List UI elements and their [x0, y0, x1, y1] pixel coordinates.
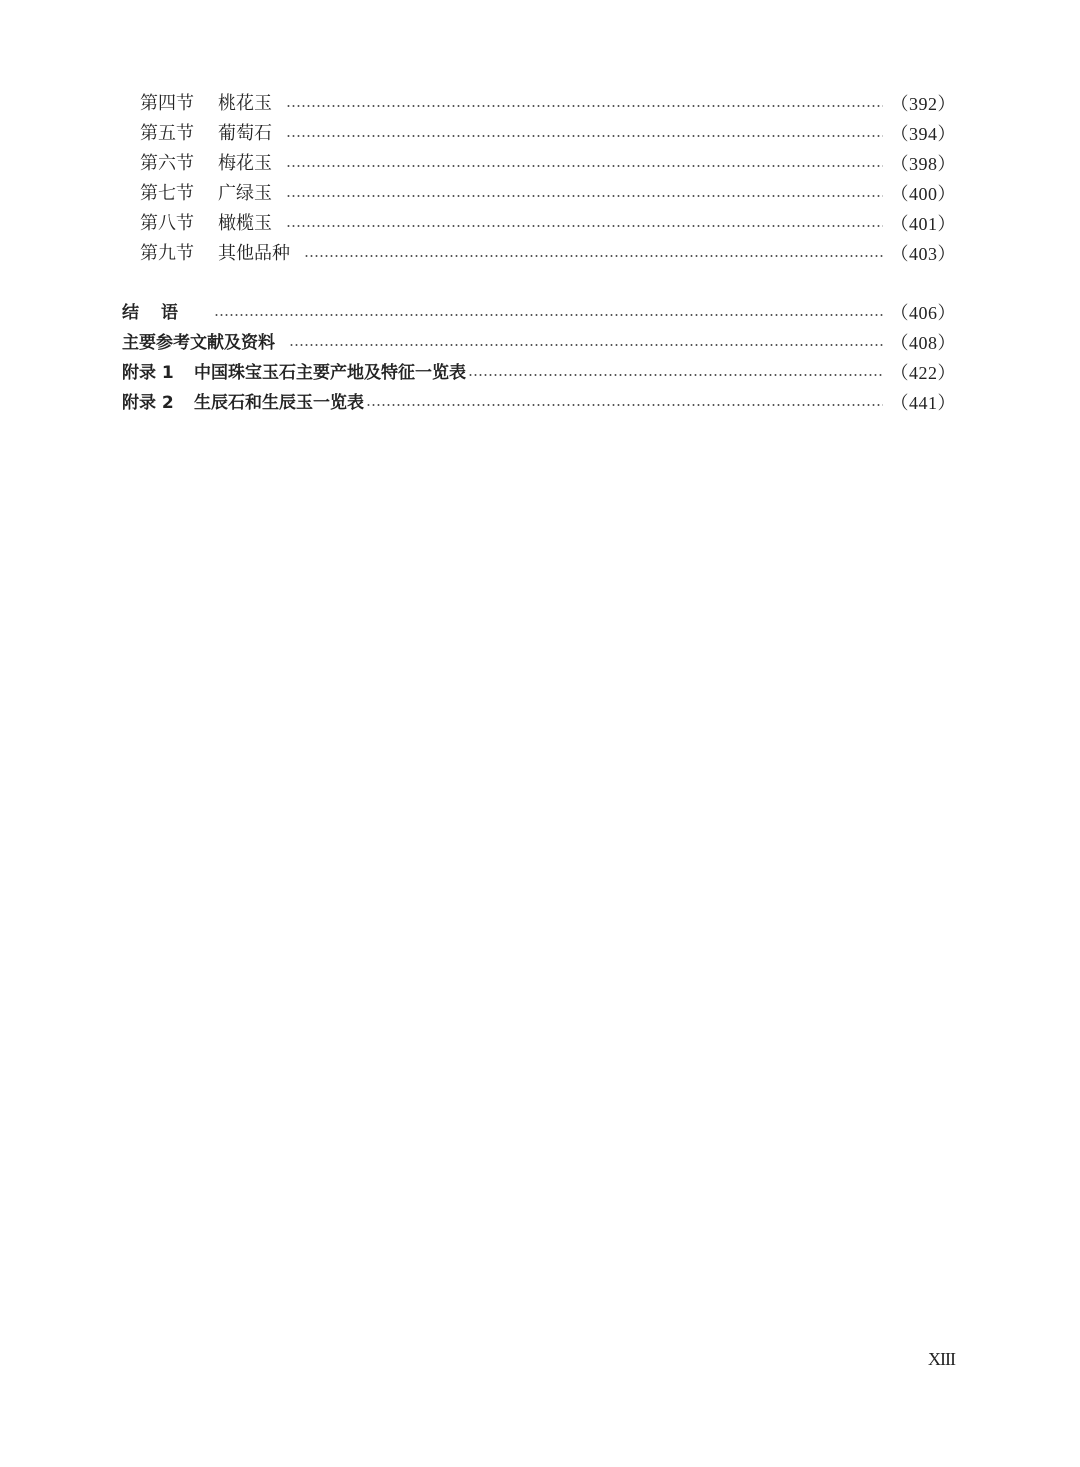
toc-entry-section-5[interactable]: [0, 119, 1080, 149]
dot-leader: [286, 195, 883, 197]
page-number: （401）: [890, 214, 956, 234]
section-title: 梅花玉: [218, 153, 272, 174]
section-title: 橄榄玉: [218, 213, 272, 234]
section-title: 葡萄石: [218, 123, 272, 144]
toc-entry-section-8[interactable]: [0, 209, 1080, 239]
page-number: （392）: [890, 94, 956, 114]
section-number: 第四节: [140, 93, 194, 114]
dot-leader: [304, 255, 883, 257]
section-title: 广绿玉: [218, 183, 272, 204]
entry-title: 结语: [122, 303, 200, 323]
section-title: 其他品种: [218, 243, 290, 264]
dot-leader: [286, 105, 883, 107]
dot-leader: [366, 404, 883, 406]
page-number: （403）: [890, 244, 956, 264]
appendix-number: 附录 2: [122, 393, 174, 413]
page-number: （406）: [890, 303, 956, 323]
page-number: （441）: [890, 393, 956, 413]
section-number: 第九节: [140, 243, 194, 264]
page-number: （400）: [890, 184, 956, 204]
toc-entry-section-9[interactable]: [0, 239, 1080, 269]
section-number: 第七节: [140, 183, 194, 204]
section-number: 第五节: [140, 123, 194, 144]
dot-leader: [286, 135, 883, 137]
page-number: （394）: [890, 124, 956, 144]
page-number: （398）: [890, 154, 956, 174]
dot-leader: [286, 165, 883, 167]
dot-leader: [289, 344, 883, 346]
page-folio: XIII: [928, 1349, 955, 1369]
entry-title: 中国珠宝玉石主要产地及特征一览表: [194, 363, 466, 383]
toc-entry-section-7[interactable]: [0, 179, 1080, 209]
toc-entry-conclusion[interactable]: [0, 298, 1080, 328]
toc-entry-section-4[interactable]: [0, 89, 1080, 119]
entry-title: 主要参考文献及资料: [122, 333, 275, 353]
section-number: 第八节: [140, 213, 194, 234]
page-number: （422）: [890, 363, 956, 383]
dot-leader: [468, 374, 883, 376]
toc-entry-references[interactable]: [0, 328, 1080, 358]
entry-title: 生辰石和生辰玉一览表: [194, 393, 364, 413]
toc-entry-appendix-1[interactable]: [0, 358, 1080, 388]
dot-leader: [214, 314, 883, 316]
section-title: 桃花玉: [218, 93, 272, 114]
appendix-number: 附录 1: [122, 363, 174, 383]
toc-entry-appendix-2[interactable]: [0, 388, 1080, 418]
section-number: 第六节: [140, 153, 194, 174]
toc-entry-section-6[interactable]: [0, 149, 1080, 179]
dot-leader: [286, 225, 883, 227]
page-number: （408）: [890, 333, 956, 353]
